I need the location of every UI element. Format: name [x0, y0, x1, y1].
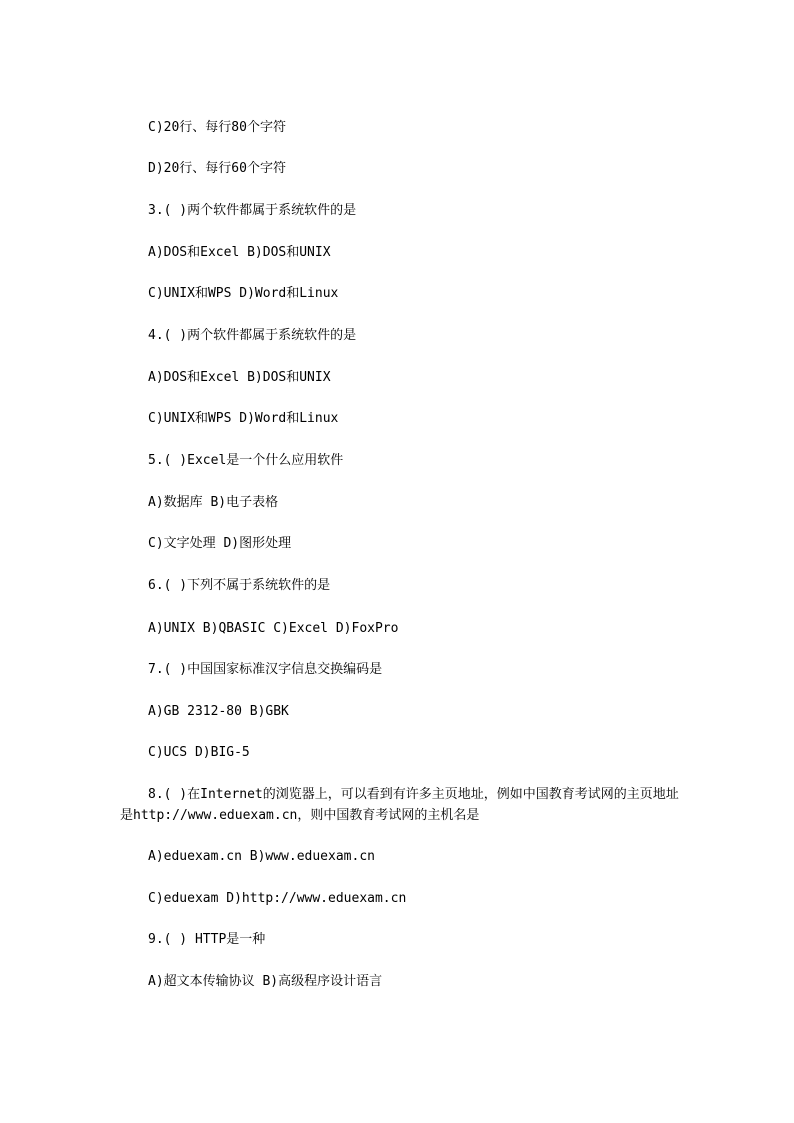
question-8: [120, 784, 685, 826]
question-3: 3.( )两个软件都属于系统软件的是: [148, 203, 357, 218]
option-line-q2-d: D)20行、每行60个字符: [148, 161, 286, 176]
option-line-q9-ab: A)超文本传输协议 B)高级程序设计语言: [148, 974, 383, 989]
question-6: 6.( )下列不属于系统软件的是: [148, 578, 331, 593]
option-line-q8-cd: C)eduexam D)http://www.eduexam.cn: [148, 891, 407, 906]
option-line-q3-ab: A)DOS和Excel B)DOS和UNIX: [148, 245, 331, 260]
option-line-q2-c: C)20行、每行80个字符: [148, 120, 286, 135]
option-line-q8-ab: A)eduexam.cn B)www.eduexam.cn: [148, 849, 375, 864]
option-line-q4-cd: C)UNIX和WPS D)Word和Linux: [148, 411, 339, 426]
question-4: 4.( )两个软件都属于系统软件的是: [148, 328, 357, 343]
question-5: 5.( )Excel是一个什么应用软件: [148, 453, 344, 468]
question-7: 7.( )中国国家标准汉字信息交换编码是: [148, 662, 383, 677]
option-line-q5-cd: C)文字处理 D)图形处理: [148, 536, 292, 551]
option-line-q7-ab: A)GB 2312-80 B)GBK: [148, 704, 289, 719]
option-line-q7-cd: C)UCS D)BIG-5: [148, 745, 250, 760]
option-line-q4-ab: A)DOS和Excel B)DOS和UNIX: [148, 370, 331, 385]
option-line-q6: A)UNIX B)QBASIC C)Excel D)FoxPro: [148, 621, 399, 636]
option-line-q5-ab: A)数据库 B)电子表格: [148, 495, 279, 510]
question-8-text: 8.( )在Internet的浏览器上，可以看到有许多主页地址，例如中国教育考试网的主页地址是http://www.eduexam.cn，则中国教育考试网的主机名是: [120, 787, 679, 823]
option-line-q3-cd: C)UNIX和WPS D)Word和Linux: [148, 286, 339, 301]
question-9: 9.( ) HTTP是一种: [148, 932, 266, 947]
